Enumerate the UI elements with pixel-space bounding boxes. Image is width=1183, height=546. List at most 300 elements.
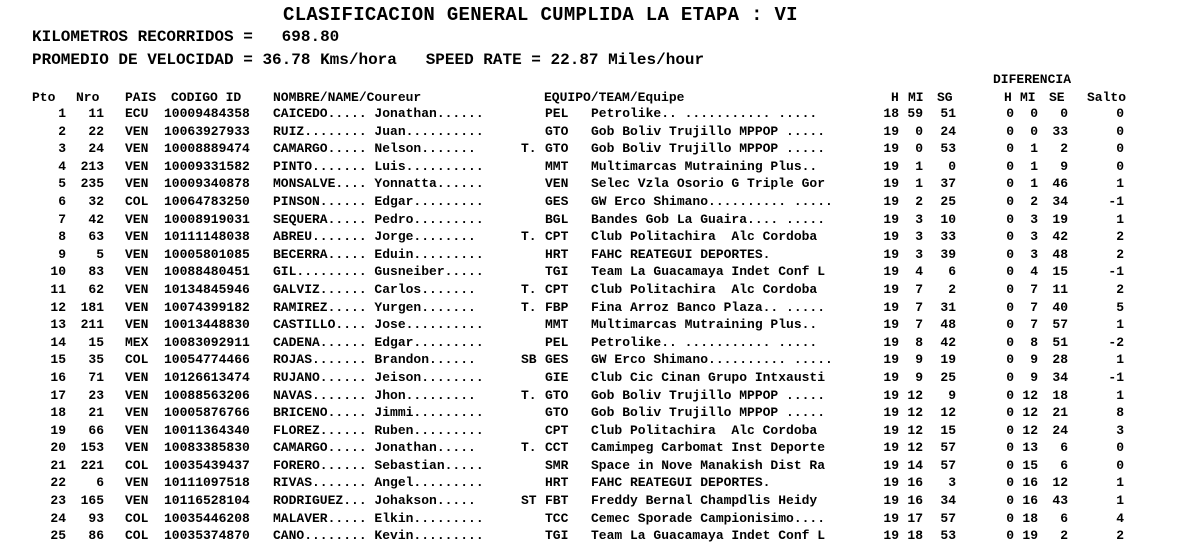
cell-nro: 24 xyxy=(88,141,104,157)
table-row xyxy=(0,493,1183,511)
diferencia-header: DIFERENCIA xyxy=(993,72,1072,87)
cell-salto: 1 xyxy=(1116,475,1124,491)
cell-sg: 2 xyxy=(948,281,956,297)
cell-nro: 71 xyxy=(88,369,104,385)
table-row xyxy=(0,282,1183,300)
cell-mi: 3 xyxy=(915,211,923,227)
cell-dif-h: 0 xyxy=(1006,211,1014,227)
cell-codigo: 10116528104 xyxy=(164,493,250,509)
cell-nro: 22 xyxy=(88,123,104,139)
cell-team: Club Politachira Alc Cordoba xyxy=(591,229,818,245)
cell-mi: 4 xyxy=(915,264,923,280)
cell-dif-h: 0 xyxy=(1006,475,1014,491)
cell-salto: 2 xyxy=(1116,281,1124,297)
cell-dif-se: 6 xyxy=(1060,510,1068,526)
cell-h: 19 xyxy=(883,493,899,509)
cell-codigo: 10005876766 xyxy=(164,405,250,421)
cell-dif-mi: 15 xyxy=(1022,457,1038,473)
cell-dif-h: 0 xyxy=(1006,193,1014,209)
cell-nro: 181 xyxy=(80,299,104,315)
cell-dif-h: 0 xyxy=(1006,405,1014,421)
cell-nro: 6 xyxy=(96,475,104,491)
cell-pais: ECU xyxy=(125,106,149,121)
speed-label: PROMEDIO DE VELOCIDAD = xyxy=(32,51,253,69)
cell-codigo: 10035439437 xyxy=(164,457,250,473)
cell-dif-h: 0 xyxy=(1006,141,1014,157)
cell-pto: 8 xyxy=(58,229,66,245)
cell-dif-se: 11 xyxy=(1052,281,1068,297)
cell-sg: 33 xyxy=(940,229,956,245)
cell-dif-se: 21 xyxy=(1052,405,1068,421)
cell-dif-h: 0 xyxy=(1006,229,1014,245)
cell-codigo: 10111148038 xyxy=(164,229,250,245)
cell-team: Fina Arroz Banco Plaza.. ..... xyxy=(591,299,826,315)
cell-nro: 42 xyxy=(88,211,104,227)
cell-dif-mi: 12 xyxy=(1022,422,1038,438)
cell-dif-mi: 0 xyxy=(1030,123,1038,139)
cell-dif-h: 0 xyxy=(1006,387,1014,403)
table-row xyxy=(0,405,1183,423)
cell-dif-h: 0 xyxy=(1006,158,1014,174)
cell-sg: 57 xyxy=(940,440,956,456)
col-pais: PAIS xyxy=(125,90,157,105)
cell-h: 19 xyxy=(883,369,899,385)
cell-sg: 25 xyxy=(940,193,956,209)
cell-dif-h: 0 xyxy=(1006,422,1014,438)
cell-name: RAMIREZ..... Yurgen....... xyxy=(273,299,476,315)
cell-pais: VEN xyxy=(125,229,149,245)
cell-dif-mi: 12 xyxy=(1022,387,1038,403)
cell-codigo: 10074399182 xyxy=(164,299,250,315)
cell-eq: FBT xyxy=(545,493,569,509)
cell-dif-h: 0 xyxy=(1006,334,1014,350)
table-row xyxy=(0,352,1183,370)
cell-mi: 59 xyxy=(907,106,923,121)
cell-codigo: 10009484358 xyxy=(164,106,250,121)
cell-name: RIVAS....... Angel......... xyxy=(273,475,484,491)
cell-team: Petrolike.. ........... ..... xyxy=(591,106,818,121)
cell-pais: VEN xyxy=(125,211,149,227)
cell-nro: 21 xyxy=(88,405,104,421)
cell-team: Multimarcas Mutraining Plus.. xyxy=(591,317,818,333)
cell-team: Space in Nove Manakish Dist Ra xyxy=(591,457,826,473)
cell-codigo: 10011364340 xyxy=(164,422,250,438)
cell-dif-h: 0 xyxy=(1006,317,1014,333)
table-row xyxy=(0,247,1183,265)
cell-team: Club Cic Cinan Grupo Intxausti xyxy=(591,369,826,385)
cell-salto: 8 xyxy=(1116,405,1124,421)
table-row xyxy=(0,388,1183,406)
cell-salto: 0 xyxy=(1116,141,1124,157)
cell-codigo: 10008889474 xyxy=(164,141,250,157)
cell-h: 19 xyxy=(883,334,899,350)
cell-dif-mi: 8 xyxy=(1030,334,1038,350)
cell-salto: 1 xyxy=(1116,317,1124,333)
cell-cat: SB xyxy=(521,352,537,368)
cell-dif-se: 2 xyxy=(1060,141,1068,157)
cell-name: FORERO...... Sebastian..... xyxy=(273,457,484,473)
cell-pais: VEN xyxy=(125,387,149,403)
cell-eq: GES xyxy=(545,352,569,368)
cell-mi: 16 xyxy=(907,493,923,509)
cell-h: 19 xyxy=(883,387,899,403)
cell-dif-se: 43 xyxy=(1052,493,1068,509)
cell-nro: 66 xyxy=(88,422,104,438)
cell-pto: 13 xyxy=(50,317,66,333)
cell-dif-mi: 1 xyxy=(1030,158,1038,174)
cell-name: RODRIGUEZ... Johakson..... xyxy=(273,493,476,509)
cell-salto: 2 xyxy=(1116,229,1124,245)
cell-eq: BGL xyxy=(545,211,569,227)
cell-sg: 57 xyxy=(940,510,956,526)
cell-team: Club Politachira Alc Cordoba xyxy=(591,422,818,438)
cell-sg: 42 xyxy=(940,334,956,350)
cell-team: Team La Guacamaya Indet Conf L xyxy=(591,264,826,280)
distance-value: 698.80 xyxy=(281,28,340,46)
cell-codigo: 10013448830 xyxy=(164,317,250,333)
cell-pto: 12 xyxy=(50,299,66,315)
speed-line xyxy=(32,51,704,69)
cell-cat: T. xyxy=(521,141,537,157)
cell-pais: VEN xyxy=(125,369,149,385)
cell-mi: 18 xyxy=(907,528,923,544)
cell-salto: -1 xyxy=(1108,193,1124,209)
cell-cat: T. xyxy=(521,299,537,315)
cell-name: ABREU....... Jorge........ xyxy=(273,229,476,245)
col-pto: Pto xyxy=(32,90,56,105)
cell-sg: 39 xyxy=(940,246,956,262)
cell-pais: COL xyxy=(125,510,149,526)
cell-dif-mi: 18 xyxy=(1022,510,1038,526)
cell-dif-h: 0 xyxy=(1006,106,1014,121)
col-h: H xyxy=(891,90,899,105)
cell-salto: 4 xyxy=(1116,510,1124,526)
cell-mi: 9 xyxy=(915,352,923,368)
table-row xyxy=(0,229,1183,247)
cell-pais: MEX xyxy=(125,334,149,350)
cell-dif-mi: 7 xyxy=(1030,281,1038,297)
cell-dif-mi: 3 xyxy=(1030,246,1038,262)
cell-mi: 0 xyxy=(915,123,923,139)
cell-eq: HRT xyxy=(545,475,569,491)
cell-mi: 7 xyxy=(915,317,923,333)
cell-team: Cemec Sporade Campionisimo.... xyxy=(591,510,826,526)
cell-pais: VEN xyxy=(125,440,149,456)
table-row xyxy=(0,212,1183,230)
cell-codigo: 10064783250 xyxy=(164,193,250,209)
cell-team: Club Politachira Alc Cordoba xyxy=(591,281,818,297)
cell-pto: 19 xyxy=(50,422,66,438)
cell-h: 19 xyxy=(883,229,899,245)
cell-dif-mi: 13 xyxy=(1022,440,1038,456)
table-row xyxy=(0,335,1183,353)
cell-pais: VEN xyxy=(125,281,149,297)
cell-pais: VEN xyxy=(125,422,149,438)
cell-dif-se: 33 xyxy=(1052,123,1068,139)
cell-pais: VEN xyxy=(125,299,149,315)
cell-cat: T. xyxy=(521,440,537,456)
cell-sg: 15 xyxy=(940,422,956,438)
cell-pais: VEN xyxy=(125,246,149,262)
cell-nro: 11 xyxy=(88,106,104,121)
cell-pto: 21 xyxy=(50,457,66,473)
cell-dif-se: 46 xyxy=(1052,176,1068,192)
cell-name: CANO........ Kevin......... xyxy=(273,528,484,544)
cell-name: MONSALVE.... Yonnatta...... xyxy=(273,176,484,192)
cell-sg: 31 xyxy=(940,299,956,315)
cell-name: MALAVER..... Elkin......... xyxy=(273,510,484,526)
cell-pto: 20 xyxy=(50,440,66,456)
cell-sg: 24 xyxy=(940,123,956,139)
cell-sg: 6 xyxy=(948,264,956,280)
cell-pto: 15 xyxy=(50,352,66,368)
cell-mi: 12 xyxy=(907,440,923,456)
distance-line xyxy=(32,28,339,46)
col-dif-mi: MI xyxy=(1020,90,1036,105)
cell-eq: CPT xyxy=(545,281,569,297)
cell-dif-mi: 2 xyxy=(1030,193,1038,209)
cell-name: SEQUERA..... Pedro......... xyxy=(273,211,484,227)
cell-eq: CPT xyxy=(545,229,569,245)
cell-pto: 18 xyxy=(50,405,66,421)
cell-h: 19 xyxy=(883,440,899,456)
cell-eq: PEL xyxy=(545,334,569,350)
cell-salto: 3 xyxy=(1116,422,1124,438)
cell-pto: 22 xyxy=(50,475,66,491)
cell-dif-se: 12 xyxy=(1052,475,1068,491)
cell-dif-mi: 3 xyxy=(1030,229,1038,245)
cell-pto: 9 xyxy=(58,246,66,262)
cell-dif-mi: 9 xyxy=(1030,352,1038,368)
cell-name: GALVIZ...... Carlos....... xyxy=(273,281,476,297)
cell-eq: CPT xyxy=(545,422,569,438)
cell-sg: 19 xyxy=(940,352,956,368)
cell-salto: 5 xyxy=(1116,299,1124,315)
col-codigo: CODIGO ID xyxy=(171,90,242,105)
cell-pto: 17 xyxy=(50,387,66,403)
cell-dif-h: 0 xyxy=(1006,264,1014,280)
cell-nro: 32 xyxy=(88,193,104,209)
cell-eq: CCT xyxy=(545,440,569,456)
cell-nro: 5 xyxy=(96,246,104,262)
cell-nro: 63 xyxy=(88,229,104,245)
table-row xyxy=(0,511,1183,529)
cell-mi: 1 xyxy=(915,158,923,174)
cell-pais: VEN xyxy=(125,141,149,157)
cell-salto: 1 xyxy=(1116,493,1124,509)
cell-dif-mi: 7 xyxy=(1030,299,1038,315)
cell-eq: PEL xyxy=(545,106,569,121)
cell-pais: VEN xyxy=(125,123,149,139)
col-equipo: EQUIPO/TEAM/Equipe xyxy=(544,90,685,105)
table-row xyxy=(0,194,1183,212)
cell-pto: 4 xyxy=(58,158,66,174)
cell-sg: 37 xyxy=(940,176,956,192)
cell-dif-se: 48 xyxy=(1052,246,1068,262)
cell-team: Gob Boliv Trujillo MPPOP ..... xyxy=(591,141,826,157)
table-row xyxy=(0,300,1183,318)
cell-team: Gob Boliv Trujillo MPPOP ..... xyxy=(591,123,826,139)
cell-pto: 7 xyxy=(58,211,66,227)
cell-dif-se: 6 xyxy=(1060,440,1068,456)
cell-eq: MMT xyxy=(545,317,569,333)
cell-dif-mi: 3 xyxy=(1030,211,1038,227)
cell-codigo: 10088563206 xyxy=(164,387,250,403)
cell-dif-h: 0 xyxy=(1006,457,1014,473)
cell-dif-se: 34 xyxy=(1052,369,1068,385)
cell-nro: 35 xyxy=(88,352,104,368)
cell-dif-se: 40 xyxy=(1052,299,1068,315)
cell-salto: 0 xyxy=(1116,106,1124,121)
cell-h: 19 xyxy=(883,246,899,262)
cell-dif-mi: 1 xyxy=(1030,176,1038,192)
cell-h: 19 xyxy=(883,422,899,438)
cell-dif-se: 24 xyxy=(1052,422,1068,438)
cell-nro: 15 xyxy=(88,334,104,350)
cell-h: 19 xyxy=(883,141,899,157)
cell-dif-h: 0 xyxy=(1006,440,1014,456)
cell-sg: 12 xyxy=(940,405,956,421)
cell-pais: COL xyxy=(125,193,149,209)
cell-eq: GES xyxy=(545,193,569,209)
cell-team: Freddy Bernal Champdlis Heidy xyxy=(591,493,818,509)
cell-name: CAICEDO..... Jonathan...... xyxy=(273,106,484,121)
cell-nro: 62 xyxy=(88,281,104,297)
cell-dif-mi: 4 xyxy=(1030,264,1038,280)
cell-eq: SMR xyxy=(545,457,569,473)
cell-name: ROJAS....... Brandon...... xyxy=(273,352,476,368)
table-row xyxy=(0,264,1183,282)
cell-pais: VEN xyxy=(125,493,149,509)
cell-mi: 3 xyxy=(915,246,923,262)
cell-salto: 0 xyxy=(1116,158,1124,174)
cell-dif-mi: 16 xyxy=(1022,475,1038,491)
cell-team: FAHC REATEGUI DEPORTES. xyxy=(591,475,771,491)
table-row xyxy=(0,159,1183,177)
cell-pais: COL xyxy=(125,352,149,368)
cell-sg: 53 xyxy=(940,141,956,157)
cell-mi: 8 xyxy=(915,334,923,350)
cell-pais: VEN xyxy=(125,475,149,491)
cell-dif-se: 2 xyxy=(1060,528,1068,544)
cell-cat: ST xyxy=(521,493,537,509)
cell-codigo: 10008919031 xyxy=(164,211,250,227)
cell-salto: 2 xyxy=(1116,246,1124,262)
table-row xyxy=(0,124,1183,142)
cell-eq: GTO xyxy=(545,141,569,157)
speed-rate: SPEED RATE = 22.87 Miles/hour xyxy=(425,51,705,69)
cell-h: 19 xyxy=(883,352,899,368)
cell-nro: 93 xyxy=(88,510,104,526)
cell-name: BRICENO..... Jimmi......... xyxy=(273,405,484,421)
cell-dif-mi: 9 xyxy=(1030,369,1038,385)
cell-dif-mi: 7 xyxy=(1030,317,1038,333)
cell-eq: HRT xyxy=(545,246,569,262)
cell-pto: 3 xyxy=(58,141,66,157)
cell-dif-se: 51 xyxy=(1052,334,1068,350)
cell-dif-h: 0 xyxy=(1006,352,1014,368)
cell-dif-h: 0 xyxy=(1006,123,1014,139)
cell-h: 19 xyxy=(883,264,899,280)
col-nro: Nro xyxy=(76,90,100,105)
cell-eq: TCC xyxy=(545,510,569,526)
cell-eq: GTO xyxy=(545,387,569,403)
cell-dif-se: 9 xyxy=(1060,158,1068,174)
col-sg: SG xyxy=(937,90,953,105)
cell-dif-h: 0 xyxy=(1006,493,1014,509)
col-salto: Salto xyxy=(1087,90,1127,105)
table-row xyxy=(0,475,1183,493)
cell-h: 19 xyxy=(883,510,899,526)
cell-mi: 16 xyxy=(907,475,923,491)
cell-cat: T. xyxy=(521,387,537,403)
cell-name: CAMARGO..... Nelson....... xyxy=(273,141,476,157)
cell-pais: VEN xyxy=(125,405,149,421)
cell-eq: FBP xyxy=(545,299,569,315)
cell-dif-h: 0 xyxy=(1006,510,1014,526)
cell-codigo: 10088480451 xyxy=(164,264,250,280)
cell-name: CADENA...... Edgar......... xyxy=(273,334,484,350)
cell-codigo: 10126613474 xyxy=(164,369,250,385)
col-dif-se: SE xyxy=(1049,90,1065,105)
cell-mi: 12 xyxy=(907,422,923,438)
cell-mi: 12 xyxy=(907,405,923,421)
cell-pto: 24 xyxy=(50,510,66,526)
cell-dif-se: 57 xyxy=(1052,317,1068,333)
table-row xyxy=(0,458,1183,476)
cell-pto: 11 xyxy=(50,281,66,297)
cell-pais: VEN xyxy=(125,317,149,333)
cell-pto: 1 xyxy=(58,106,66,121)
cell-h: 19 xyxy=(883,299,899,315)
col-nombre: NOMBRE/NAME/Coureur xyxy=(273,90,422,105)
cell-pto: 10 xyxy=(50,264,66,280)
cell-h: 19 xyxy=(883,405,899,421)
cell-eq: GTO xyxy=(545,405,569,421)
cell-mi: 14 xyxy=(907,457,923,473)
cell-name: GIL......... Gusneiber..... xyxy=(273,264,484,280)
cell-dif-mi: 0 xyxy=(1030,106,1038,121)
cell-sg: 53 xyxy=(940,528,956,544)
cell-pto: 2 xyxy=(58,123,66,139)
cell-salto: -1 xyxy=(1108,369,1124,385)
speed-value: 36.78 Kms/hora xyxy=(262,51,397,69)
cell-dif-se: 18 xyxy=(1052,387,1068,403)
table-row xyxy=(0,141,1183,159)
cell-dif-mi: 16 xyxy=(1022,493,1038,509)
cell-name: PINTO....... Luis.......... xyxy=(273,158,484,174)
table-row xyxy=(0,440,1183,458)
cell-salto: 0 xyxy=(1116,440,1124,456)
cell-codigo: 10063927933 xyxy=(164,123,250,139)
cell-dif-se: 34 xyxy=(1052,193,1068,209)
cell-pais: VEN xyxy=(125,158,149,174)
cell-salto: -2 xyxy=(1108,334,1124,350)
cell-h: 19 xyxy=(883,528,899,544)
cell-name: NAVAS....... Jhon......... xyxy=(273,387,476,403)
cell-eq: MMT xyxy=(545,158,569,174)
cell-team: Camimpeg Carbomat Inst Deporte xyxy=(591,440,826,456)
table-row xyxy=(0,423,1183,441)
cell-pto: 14 xyxy=(50,334,66,350)
cell-mi: 2 xyxy=(915,193,923,209)
cell-dif-se: 19 xyxy=(1052,211,1068,227)
cell-mi: 12 xyxy=(907,387,923,403)
cell-pais: COL xyxy=(125,457,149,473)
cell-salto: 1 xyxy=(1116,211,1124,227)
cell-dif-se: 42 xyxy=(1052,229,1068,245)
cell-nro: 83 xyxy=(88,264,104,280)
